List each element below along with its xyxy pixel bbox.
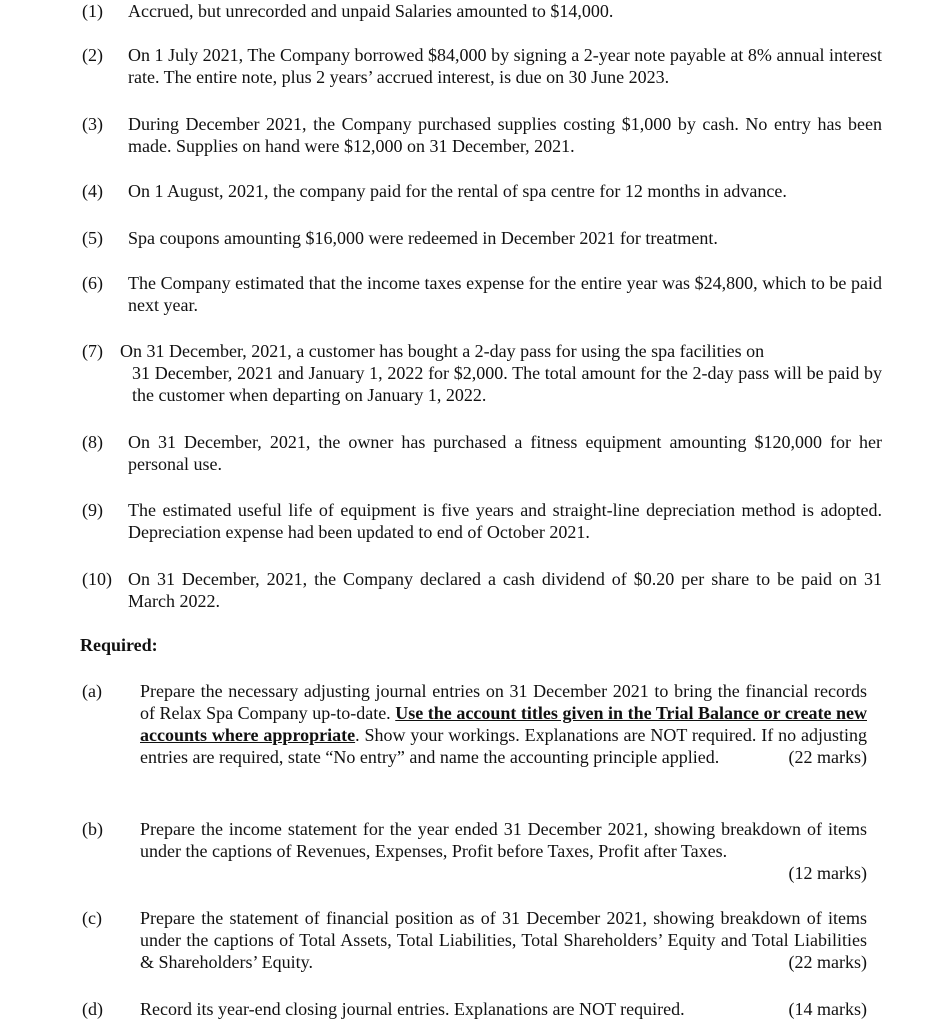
requirement-a	[82, 680, 867, 768]
question-number: (5)	[82, 228, 103, 248]
question-8	[82, 431, 882, 475]
question-number: (9)	[82, 500, 103, 520]
question-1	[82, 0, 882, 22]
question-number: (8)	[82, 432, 103, 452]
requirement-body: Prepare the income statement for the year ended 31 December 2021, showing breakdown of items under the captions of Revenues, Expenses, Profit before Taxes, Profit after Taxes.	[140, 819, 867, 861]
question-4	[82, 180, 882, 202]
requirement-text	[140, 907, 867, 973]
requirement-emphasis: Use the account titles given in the Trial Balance or create new accounts where appropriate	[140, 703, 867, 745]
requirement-text	[140, 998, 867, 1020]
requirement-text-part: Prepare the necessary adjusting journal entries on 31 December 2021 to bring the financial records of Relax Spa Company up-to-date.	[140, 681, 867, 723]
question-text: On 1 July 2021, The Company borrowed $84,000 by signing a 2-year note payable at 8% annual interest rate. The entire note, plus 2 years’ accrued interest, is due on 30 June 2023.	[128, 45, 882, 87]
question-7	[82, 340, 882, 406]
requirement-b	[82, 818, 867, 884]
question-text: On 31 December, 2021, the Company declared a cash dividend of $0.20 per share to be paid on 31 March 2022.	[128, 569, 882, 611]
question-text: During December 2021, the Company purchased supplies costing $1,000 by cash. No entry has been made. Supplies on hand were $12,000 on 31 December, 2021.	[128, 114, 882, 156]
marks: (22 marks)	[788, 952, 867, 972]
question-10	[82, 568, 882, 612]
requirement-text-part: . Show your workings. Explanations are NOT required. If no adjusting entries are required, state “No entry” and name the accounting principle applied.	[140, 725, 867, 767]
question-5	[82, 227, 882, 249]
requirement-d	[82, 998, 867, 1020]
question-text: On 31 December, 2021, the owner has purchased a fitness equipment amounting $120,000 for her personal use.	[128, 432, 882, 474]
question-text: The estimated useful life of equipment is five years and straight-line depreciation method is adopted. Depreciation expense had been updated to end of October 2021.	[128, 500, 882, 542]
question-text: Accrued, but unrecorded and unpaid Salaries amounted to $14,000.	[128, 1, 614, 21]
question-text: Spa coupons amounting $16,000 were redeemed in December 2021 for treatment.	[128, 228, 718, 248]
question-2	[82, 44, 882, 88]
question-number: (7)	[82, 341, 103, 361]
requirement-number: (a)	[82, 681, 102, 701]
requirement-body: Prepare the statement of financial position as of 31 December 2021, showing breakdown of items under the captions of Total Assets, Total Liabilities, Total Shareholders’ Equity and Total Liabilities & Shareholders’ Equity.	[140, 908, 867, 972]
question-number: (3)	[82, 114, 103, 134]
question-number: (6)	[82, 273, 103, 293]
required-heading: Required:	[80, 635, 158, 655]
marks: (14 marks)	[788, 999, 867, 1019]
question-number: (1)	[82, 1, 103, 21]
question-3	[82, 113, 882, 157]
question-number: (2)	[82, 45, 103, 65]
requirement-c	[82, 907, 867, 973]
question-number: (4)	[82, 181, 103, 201]
requirement-number: (d)	[82, 999, 103, 1019]
requirement-body: Record its year-end closing journal entries. Explanations are NOT required.	[140, 999, 685, 1019]
requirement-text	[140, 680, 867, 768]
question-text-line1: On 31 December, 2021, a customer has bought a 2-day pass for using the spa facilities on	[120, 341, 765, 361]
requirement-text	[140, 818, 867, 884]
marks: (12 marks)	[788, 863, 867, 883]
requirement-number: (b)	[82, 819, 103, 839]
question-text: On 1 August, 2021, the company paid for the rental of spa centre for 12 months in advance.	[128, 181, 787, 201]
question-text-rest: 31 December, 2021 and January 1, 2022 for $2,000. The total amount for the 2-day pass will be paid by the customer when departing on January 1, 2022.	[132, 363, 882, 405]
question-text: The Company estimated that the income taxes expense for the entire year was $24,800, which to be paid next year.	[128, 273, 882, 315]
question-6	[82, 272, 882, 316]
question-9	[82, 499, 882, 543]
question-number: (10)	[82, 569, 112, 589]
marks: (22 marks)	[788, 747, 867, 767]
requirement-number: (c)	[82, 908, 102, 928]
